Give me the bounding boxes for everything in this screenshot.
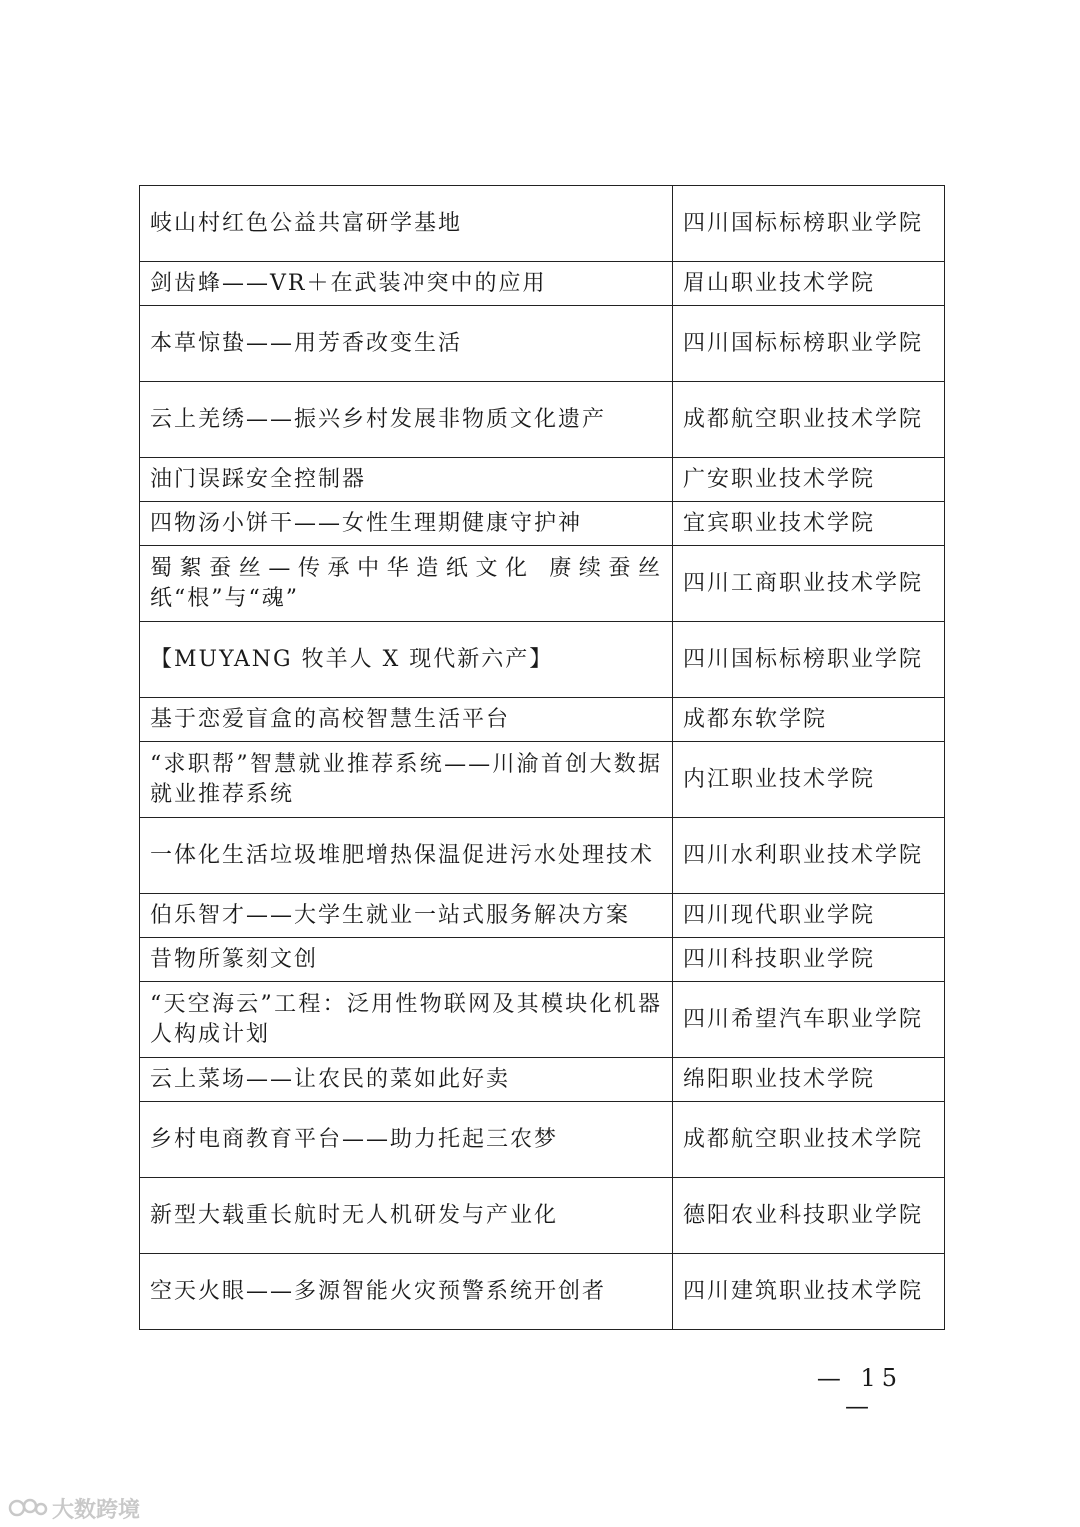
school-name-cell: 成都航空职业技术学院: [673, 1102, 945, 1178]
project-name-cell: 乡村电商教育平台——助力托起三农梦: [140, 1102, 673, 1178]
table-row: [140, 982, 945, 1058]
logo-icon: [8, 1496, 48, 1520]
table-row: [140, 546, 945, 622]
table-row: [140, 1178, 945, 1254]
project-name-cell: 【MUYANG 牧羊人 X 现代新六产】: [140, 622, 673, 698]
project-name-cell: 伯乐智才——大学生就业一站式服务解决方案: [140, 894, 673, 938]
watermark: [8, 1494, 140, 1522]
table-row: [140, 894, 945, 938]
school-name-cell: 四川国标标榜职业学院: [673, 186, 945, 262]
table-row: [140, 698, 945, 742]
project-name-cell: 油门误踩安全控制器: [140, 458, 673, 502]
project-name-cell: 四物汤小饼干——女性生理期健康守护神: [140, 502, 673, 546]
project-name-cell: “天空海云”工程：泛用性物联网及其模块化机器人构成计划: [140, 982, 673, 1058]
project-name-cell: 云上羌绣——振兴乡村发展非物质文化遗产: [140, 382, 673, 458]
table-row: [140, 502, 945, 546]
school-name-cell: 成都航空职业技术学院: [673, 382, 945, 458]
school-name-cell: 内江职业技术学院: [673, 742, 945, 818]
project-name-cell: 岐山村红色公益共富研学基地: [140, 186, 673, 262]
project-name-cell: 空天火眼——多源智能火灾预警系统开创者: [140, 1254, 673, 1330]
award-table: [139, 185, 945, 1330]
table-row: [140, 742, 945, 818]
school-name-cell: 广安职业技术学院: [673, 458, 945, 502]
table-row: [140, 938, 945, 982]
school-name-cell: 四川国标标榜职业学院: [673, 306, 945, 382]
school-name-cell: 四川建筑职业技术学院: [673, 1254, 945, 1330]
school-name-cell: 成都东软学院: [673, 698, 945, 742]
project-name-cell: 云上菜场——让农民的菜如此好卖: [140, 1058, 673, 1102]
project-name-cell: 本草惊蛰——用芳香改变生活: [140, 306, 673, 382]
table-row: [140, 1102, 945, 1178]
school-name-cell: 宜宾职业技术学院: [673, 502, 945, 546]
project-name-cell: 蜀絮蚕丝—传承中华造纸文化 赓续蚕丝纸“根”与“魂”: [140, 546, 673, 622]
table-row: [140, 1058, 945, 1102]
school-name-cell: 四川科技职业学院: [673, 938, 945, 982]
project-name-cell: “求职帮”智慧就业推荐系统——川渝首创大数据就业推荐系统: [140, 742, 673, 818]
project-name-cell: 新型大载重长航时无人机研发与产业化: [140, 1178, 673, 1254]
school-name-cell: 四川工商职业技术学院: [673, 546, 945, 622]
table-row: [140, 306, 945, 382]
school-name-cell: 眉山职业技术学院: [673, 262, 945, 306]
school-name-cell: 四川水利职业技术学院: [673, 818, 945, 894]
watermark-text: 大数跨境: [52, 1497, 141, 1523]
page-number: — 15 —: [816, 1364, 904, 1420]
school-name-cell: 绵阳职业技术学院: [673, 1058, 945, 1102]
table-row: [140, 818, 945, 894]
table-row: [140, 458, 945, 502]
school-name-cell: 德阳农业科技职业学院: [673, 1178, 945, 1254]
table-row: [140, 622, 945, 698]
project-name-cell: 基于恋爱盲盒的高校智慧生活平台: [140, 698, 673, 742]
table-row: [140, 1254, 945, 1330]
school-name-cell: 四川现代职业学院: [673, 894, 945, 938]
project-name-cell: 昔物所篆刻文创: [140, 938, 673, 982]
table-row: [140, 262, 945, 306]
table-body: [140, 186, 945, 1330]
table-row: [140, 382, 945, 458]
project-name-cell: 剑齿蜂——VR＋在武装冲突中的应用: [140, 262, 673, 306]
school-name-cell: 四川希望汽车职业学院: [673, 982, 945, 1058]
table-row: [140, 186, 945, 262]
school-name-cell: 四川国标标榜职业学院: [673, 622, 945, 698]
project-name-cell: 一体化生活垃圾堆肥增热保温促进污水处理技术: [140, 818, 673, 894]
